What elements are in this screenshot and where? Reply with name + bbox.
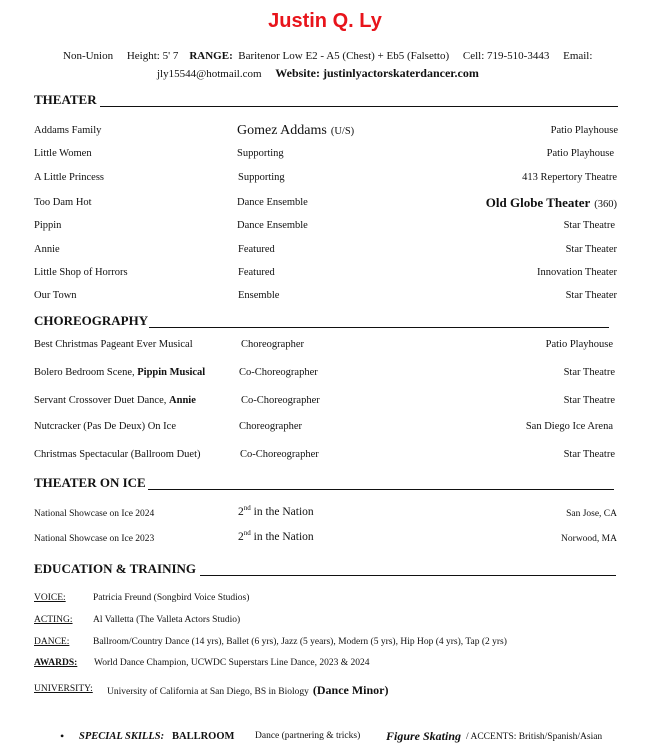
height: Height: 5' 7	[126, 50, 179, 62]
theater-show: Our Town	[34, 290, 77, 301]
website[interactable]: Website: justinlyactorskaterdancer.com	[275, 66, 479, 80]
theater-venue: Innovation Theater	[537, 267, 617, 278]
choreo-role: Choreographer	[241, 339, 304, 350]
theater-role: Gomez Addams (U/S)	[237, 123, 355, 138]
voice-label: VOICE:	[34, 593, 66, 603]
theater-show: Too Dam Hot	[34, 197, 92, 208]
university-text: University of California at San Diego, BS in Biology (Dance Minor)	[107, 683, 389, 697]
theater-show: Little Shop of Horrors	[34, 267, 128, 278]
acting-label: ACTING:	[34, 615, 73, 625]
choreo-piece: Best Christmas Pageant Ever Musical	[34, 339, 193, 350]
contact-line-2	[157, 66, 479, 81]
theater-rule	[100, 106, 618, 107]
awards-text: World Dance Champion, UCWDC Superstars Line Dance, 2023 & 2024	[94, 658, 370, 668]
theater-role: Supporting	[237, 148, 284, 159]
skills-ballroom-note: Dance (partnering & tricks)	[255, 731, 361, 741]
theater-role: Featured	[238, 267, 275, 278]
choreo-venue: Star Theatre	[563, 367, 615, 378]
range-value: Baritenor Low E2 - A5 (Chest) + Eb5 (Falsetto)	[238, 50, 450, 62]
ice-location: Norwood, MA	[561, 534, 617, 544]
education-heading: EDUCATION & TRAINING	[34, 561, 197, 576]
bullet-icon: •	[60, 729, 65, 743]
resume-name: Justin Q. Ly	[268, 10, 382, 32]
choreo-venue: Star Theatre	[563, 449, 615, 460]
choreography-heading: CHOREOGRAPHY	[34, 313, 149, 328]
ice-placement: 2nd in the Nation	[238, 504, 314, 518]
choreo-piece: Christmas Spectacular (Ballroom Duet)	[34, 449, 201, 460]
choreo-role: Co-Choreographer	[240, 449, 319, 460]
choreography-rule	[149, 327, 609, 328]
theater-venue: 413 Repertory Theatre	[522, 172, 617, 183]
voice-text: Patricia Freund (Songbird Voice Studios)	[93, 593, 250, 603]
theater-venue: Star Theatre	[563, 220, 615, 231]
email-address[interactable]: jly15544@hotmail.com	[157, 68, 262, 80]
skills-figure: Figure Skating	[386, 729, 462, 743]
skills-accents: / ACCENTS: British/Spanish/Asian	[466, 732, 603, 742]
choreo-piece: Bolero Bedroom Scene, Pippin Musical	[34, 367, 206, 378]
theater-role: Dance Ensemble	[237, 220, 308, 231]
theater-heading: THEATER	[34, 92, 97, 107]
dance-text: Ballroom/Country Dance (14 yrs), Ballet (6 yrs), Jazz (5 years), Modern (5 yrs), Hip Hop (4 yrs), Tap (2 yrs)	[93, 637, 507, 647]
awards-label: AWARDS:	[34, 658, 78, 668]
acting-text: Al Valletta (The Valleta Actors Studio)	[93, 615, 241, 625]
theater-venue: Patio Playhouse	[550, 125, 618, 136]
theater-show: Pippin	[34, 220, 62, 231]
ice-placement: 2nd in the Nation	[238, 529, 314, 543]
education-rule	[200, 575, 616, 576]
ice-location: San Jose, CA	[566, 509, 617, 519]
university-label: UNIVERSITY:	[34, 684, 93, 694]
ice-heading: THEATER ON ICE	[34, 475, 146, 490]
choreo-role: Co-Choreographer	[241, 395, 320, 406]
choreo-role: Co-Choreographer	[239, 367, 318, 378]
choreo-piece: Nutcracker (Pas De Deux) On Ice	[34, 421, 176, 432]
contact-line-1	[63, 50, 592, 62]
skills-ballroom: BALLROOM	[172, 731, 235, 742]
theater-venue: Star Theater	[565, 244, 617, 255]
theater-role: Supporting	[238, 172, 285, 183]
choreo-venue: Patio Playhouse	[545, 339, 613, 350]
choreo-piece: Servant Crossover Duet Dance, Annie	[34, 395, 196, 406]
theater-role: Featured	[238, 244, 275, 255]
email-label: Email:	[563, 50, 593, 62]
choreo-venue: Star Theatre	[563, 395, 615, 406]
union-status: Non-Union	[63, 50, 114, 62]
theater-show: A Little Princess	[34, 172, 104, 183]
theater-venue: Patio Playhouse	[546, 148, 614, 159]
choreo-role: Choreographer	[239, 421, 302, 432]
skills-label: SPECIAL SKILLS:	[79, 731, 165, 742]
ice-event: National Showcase on Ice 2024	[34, 509, 155, 519]
theater-show: Addams Family	[34, 125, 102, 136]
ice-rule	[148, 489, 614, 490]
theater-role: Ensemble	[238, 290, 280, 301]
theater-venue: Old Globe Theater (360)	[485, 195, 617, 210]
choreo-venue: San Diego Ice Arena	[525, 421, 613, 432]
cell-phone: Cell: 719-510-3443	[462, 50, 550, 62]
range-label: RANGE:	[189, 50, 233, 62]
ice-event: National Showcase on Ice 2023	[34, 534, 155, 544]
theater-show: Little Women	[34, 148, 92, 159]
theater-role: Dance Ensemble	[237, 197, 308, 208]
theater-venue: Star Theater	[565, 290, 617, 301]
dance-label: DANCE:	[34, 637, 70, 647]
theater-show: Annie	[34, 244, 60, 255]
